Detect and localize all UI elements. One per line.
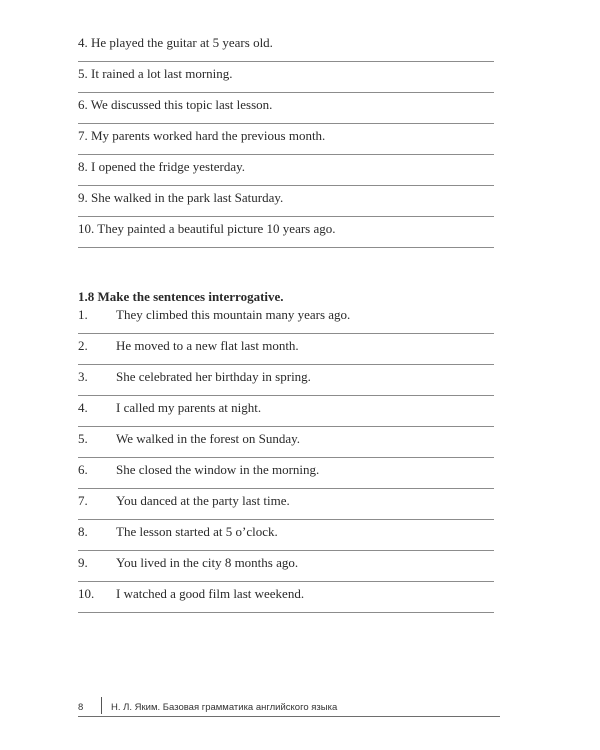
exercise-line — [78, 123, 494, 155]
exercise-line — [78, 488, 494, 520]
sentence-text: 6. We discussed this topic last lesson. — [78, 97, 273, 112]
sentence-text: I watched a good film last weekend. — [116, 586, 305, 601]
sentence-text: 8. I opened the fridge yesterday. — [78, 159, 246, 174]
item-number: 5. — [78, 431, 88, 446]
sentence-text: 10. They painted a beautiful picture 10 years ago. — [78, 221, 336, 236]
footer-divider — [101, 697, 102, 714]
page-number: 8 — [78, 702, 84, 713]
exercise-line — [78, 550, 494, 582]
item-number: 10. — [78, 586, 95, 601]
sentence-text: 9. She walked in the park last Saturday. — [78, 190, 284, 205]
exercise-line — [78, 333, 494, 365]
page-footer — [78, 700, 500, 717]
exercise-line — [78, 364, 494, 396]
sentence-text: He moved to a new flat last month. — [116, 338, 299, 353]
sentence-text: You lived in the city 8 months ago. — [116, 555, 299, 570]
sentence-text: The lesson started at 5 o’clock. — [116, 524, 278, 539]
exercise-line — [78, 92, 494, 124]
exercise-line — [78, 216, 494, 248]
exercise-line — [78, 30, 494, 62]
section-title: 1.8 Make the sentences interrogative. — [78, 289, 284, 304]
exercise-line — [78, 457, 494, 489]
exercise-line — [78, 185, 494, 217]
footer-text: Н. Л. Яким. Базовая грамматика английского языка — [111, 702, 338, 713]
item-number: 3. — [78, 369, 88, 384]
exercise-line — [78, 395, 494, 427]
sentence-text: 4. He played the guitar at 5 years old. — [78, 35, 273, 50]
sentence-text: I called my parents at night. — [116, 400, 262, 415]
item-number: 7. — [78, 493, 88, 508]
sentence-text: She celebrated her birthday in spring. — [116, 369, 311, 384]
exercise-line — [78, 61, 494, 93]
sentence-text: 7. My parents worked hard the previous month. — [78, 128, 326, 143]
item-number: 4. — [78, 400, 88, 415]
sentence-text: You danced at the party last time. — [116, 493, 290, 508]
item-number: 2. — [78, 338, 88, 353]
exercise-line — [78, 154, 494, 186]
exercise-line — [78, 302, 494, 334]
sentence-text: 5. It rained a lot last morning. — [78, 66, 233, 81]
exercise-line — [78, 581, 494, 613]
item-number: 9. — [78, 555, 88, 570]
sentence-text: She closed the window in the morning. — [116, 462, 320, 477]
exercise-line — [78, 519, 494, 551]
exercise-line — [78, 426, 494, 458]
item-number: 6. — [78, 462, 88, 477]
item-number: 8. — [78, 524, 88, 539]
item-number: 1. — [78, 307, 88, 322]
sentence-text: They climbed this mountain many years ago. — [116, 307, 351, 322]
sentence-text: We walked in the forest on Sunday. — [116, 431, 301, 446]
